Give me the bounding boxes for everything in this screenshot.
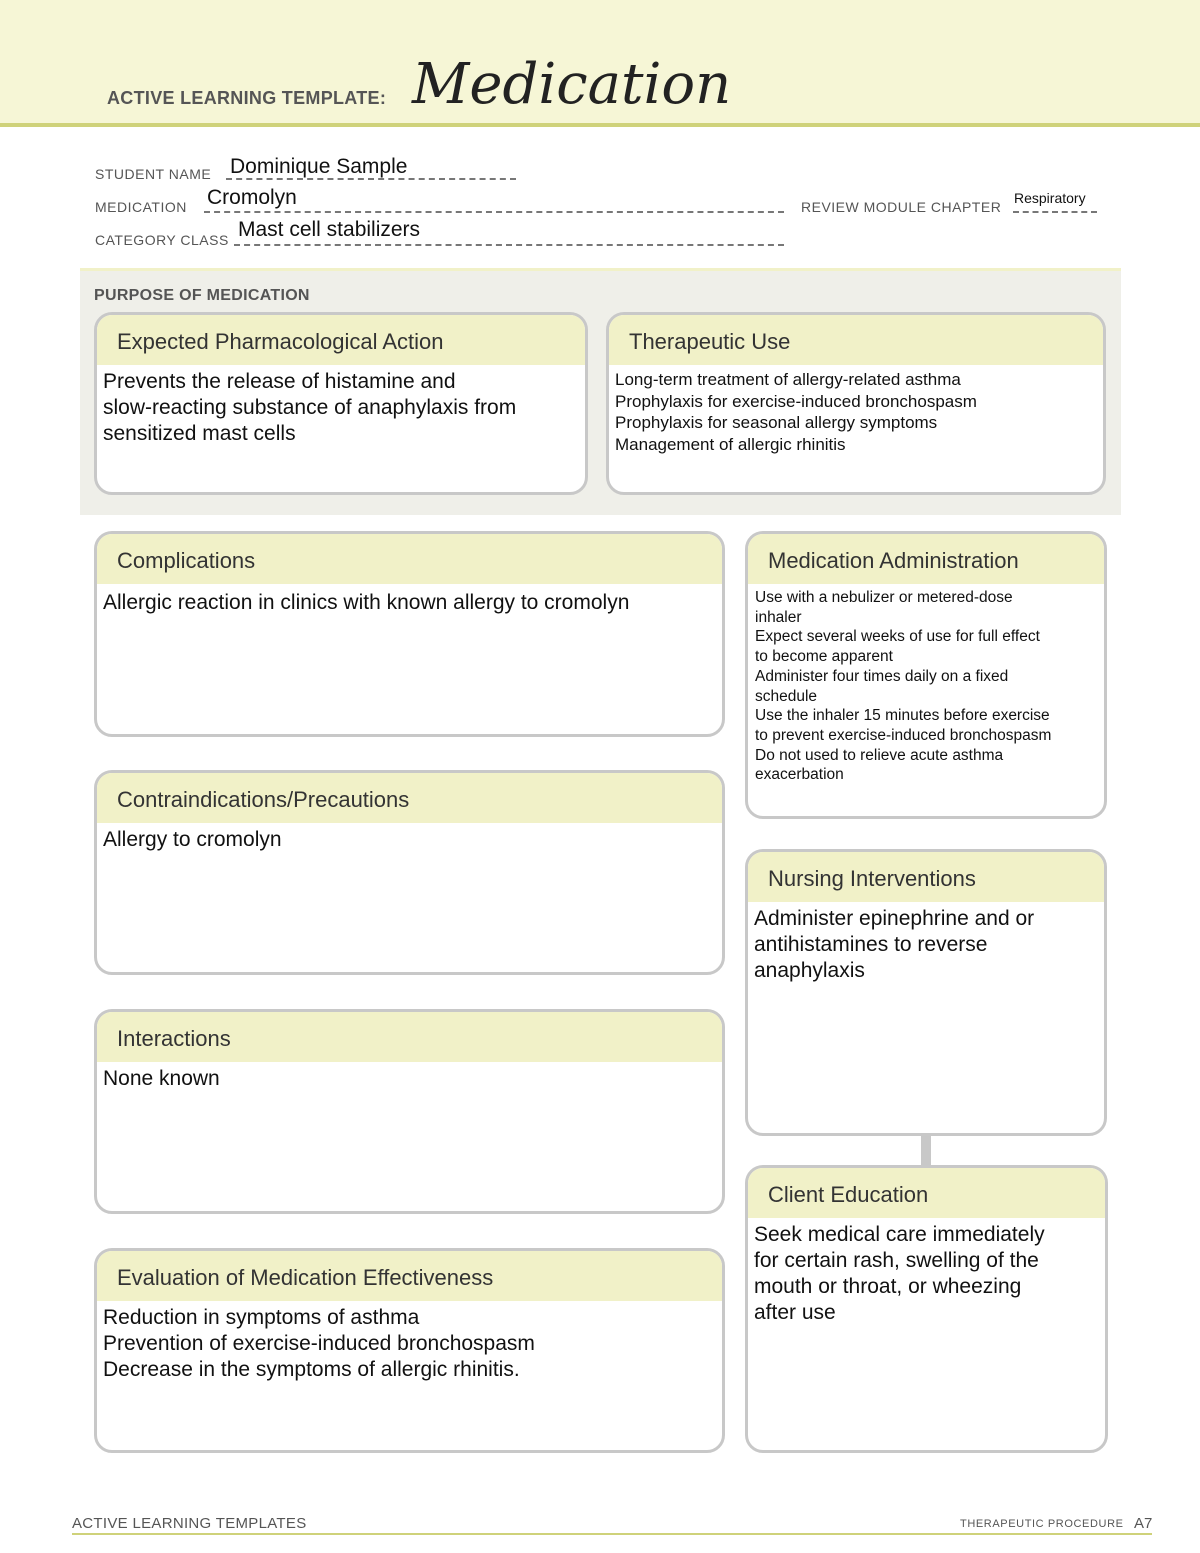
medication-administration-heading: Medication Administration bbox=[748, 534, 1104, 584]
contraindications-heading: Contraindications/Precautions bbox=[97, 773, 722, 823]
contraindications-card bbox=[94, 770, 725, 975]
complications-heading: Complications bbox=[97, 534, 722, 584]
interactions-card bbox=[94, 1009, 725, 1214]
client-education-card bbox=[745, 1165, 1108, 1453]
student-name-value[interactable]: Dominique Sample bbox=[230, 155, 408, 178]
review-module-value[interactable]: Respiratory bbox=[1014, 190, 1086, 206]
footer-right: THERAPEUTIC PROCEDURE bbox=[960, 1518, 1124, 1530]
medication-administration-card bbox=[745, 531, 1107, 819]
expected-action-text[interactable]: Prevents the release of histamine and slow-reacting substance of anaphylaxis from sensitized mast cells bbox=[103, 370, 517, 445]
purpose-title: PURPOSE OF MEDICATION bbox=[94, 287, 310, 304]
interactions-heading: Interactions bbox=[97, 1012, 722, 1062]
footer-rule bbox=[72, 1533, 1152, 1535]
review-module-label: REVIEW MODULE CHAPTER bbox=[801, 199, 1002, 215]
contraindications-text[interactable]: Allergy to cromolyn bbox=[103, 828, 282, 851]
category-class-line bbox=[234, 244, 784, 246]
nursing-interventions-text[interactable]: Administer epinephrine and or antihistamines to reverse anaphylaxis bbox=[754, 907, 1035, 982]
medication-line bbox=[204, 211, 784, 213]
student-name-label: STUDENT NAME bbox=[95, 166, 212, 182]
expected-action-heading: Expected Pharmacological Action bbox=[97, 315, 585, 365]
medication-label: MEDICATION bbox=[95, 199, 187, 215]
medication-administration-text[interactable]: Use with a nebulizer or metered-dose inhaler Expect several weeks of use for full effect to become apparent Administer four times daily on a fixed schedule Use the inhaler 15 minutes before exercise to prevent exercise-induced bronchospasm Do not used to relieve acute asthma exacerbation bbox=[755, 589, 1052, 784]
footer-page-number: A7 bbox=[1134, 1515, 1153, 1532]
category-class-label: CATEGORY CLASS bbox=[95, 232, 229, 248]
complications-card bbox=[94, 531, 725, 737]
evaluation-card bbox=[94, 1248, 725, 1453]
interactions-text[interactable]: None known bbox=[103, 1067, 220, 1090]
therapeutic-use-heading: Therapeutic Use bbox=[609, 315, 1103, 365]
review-module-line bbox=[1013, 211, 1097, 213]
template-label: ACTIVE LEARNING TEMPLATE: bbox=[107, 88, 387, 108]
template-title: Medication bbox=[412, 52, 732, 117]
card-connector bbox=[921, 1134, 931, 1166]
expected-action-card bbox=[94, 312, 588, 495]
nursing-interventions-card bbox=[745, 849, 1107, 1136]
complications-text[interactable]: Allergic reaction in clinics with known allergy to cromolyn bbox=[103, 591, 630, 614]
nursing-interventions-heading: Nursing Interventions bbox=[748, 852, 1104, 902]
client-education-heading: Client Education bbox=[748, 1168, 1105, 1218]
evaluation-heading: Evaluation of Medication Effectiveness bbox=[97, 1251, 722, 1301]
footer-left: ACTIVE LEARNING TEMPLATES bbox=[72, 1515, 307, 1532]
therapeutic-use-text[interactable]: Long-term treatment of allergy-related asthma Prophylaxis for exercise-induced bronchospasm Prophylaxis for seasonal allergy symptoms Management of allergic rhinitis bbox=[615, 370, 977, 454]
client-education-text[interactable]: Seek medical care immediately for certain rash, swelling of the mouth or throat, or wheezing after use bbox=[754, 1223, 1045, 1324]
header-rule bbox=[0, 123, 1200, 127]
evaluation-text[interactable]: Reduction in symptoms of asthma Prevention of exercise-induced bronchospasm Decrease in the symptoms of allergic rhinitis. bbox=[103, 1306, 535, 1381]
category-class-value[interactable]: Mast cell stabilizers bbox=[238, 218, 421, 241]
therapeutic-use-card bbox=[606, 312, 1106, 495]
medication-value[interactable]: Cromolyn bbox=[207, 186, 297, 209]
